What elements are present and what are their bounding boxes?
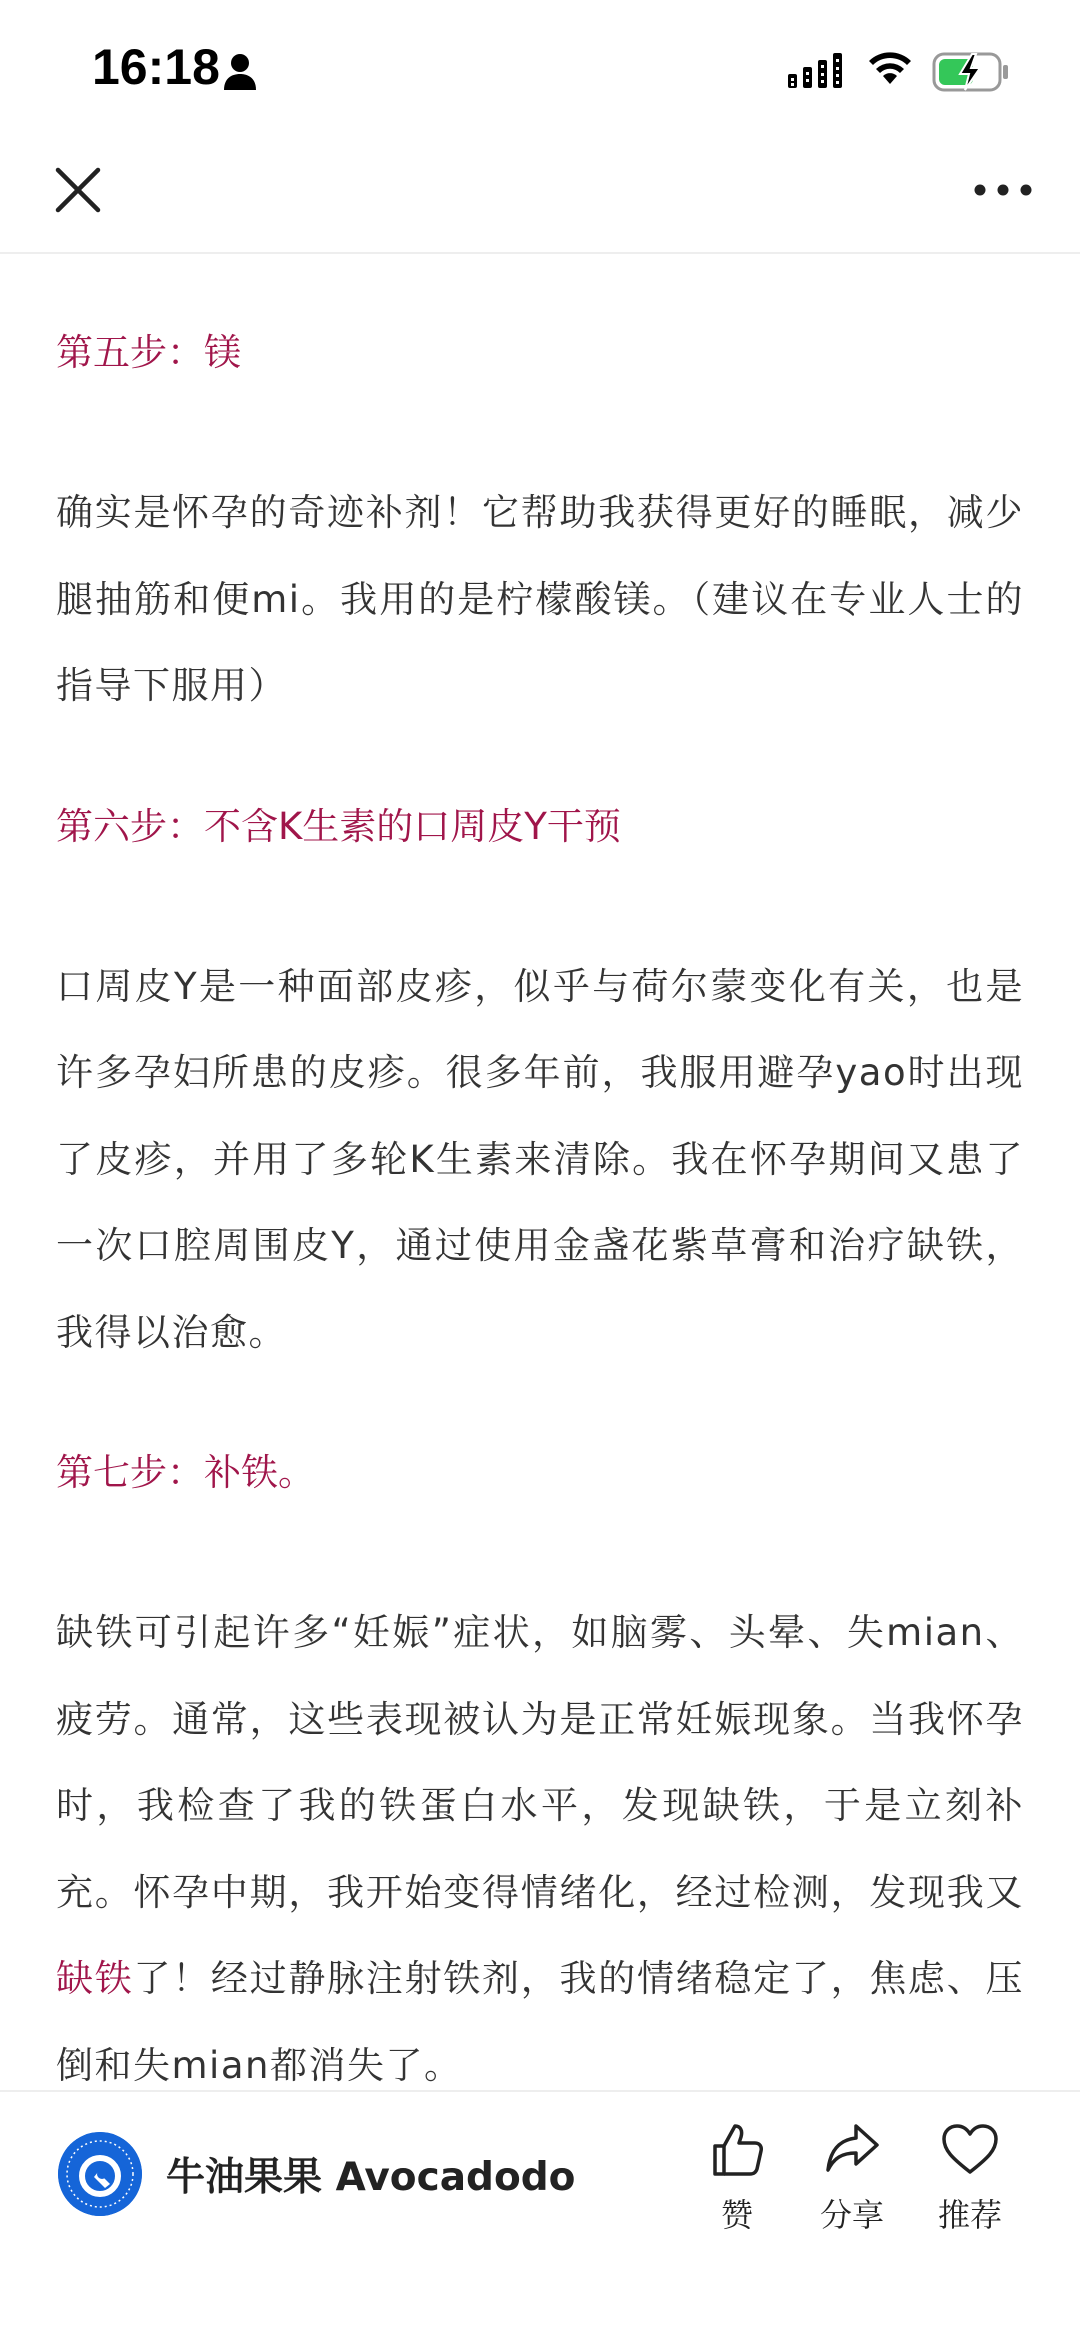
- share-icon: [822, 2120, 882, 2180]
- share-button[interactable]: [797, 2120, 907, 2236]
- article-body: [56, 252, 1024, 2109]
- step7-highlight: 缺铁: [56, 1957, 134, 2000]
- status-bar: [0, 0, 1080, 140]
- more-icon[interactable]: [972, 176, 1034, 204]
- step6-paragraph: 口周皮Y是一种面部皮疹，似乎与荷尔蒙变化有关，也是许多孕妇所患的皮疹。很多年前，我服用避孕yao时出现了皮疹，并用了多轮K生素来清除。我在怀孕期间又患了一次口腔周围皮Y，通过使用金盏花紫草膏和治疗缺铁，我得以治愈。: [56, 964, 1024, 1354]
- step7-text-2: 了！经过静脉注射铁剂，我的情绪稳定了，焦虑、压倒和失mian都消失了。: [56, 1957, 1025, 2087]
- battery-charging-icon: [932, 50, 1010, 94]
- step7-heading: 第七步：补铁。: [56, 1451, 315, 1494]
- close-icon[interactable]: [50, 162, 106, 218]
- nav-bar: [0, 140, 1080, 254]
- person-icon: [222, 52, 258, 92]
- bottom-bar: [0, 2090, 1080, 2339]
- recommend-label: 推荐: [937, 2196, 1002, 2234]
- avatar[interactable]: [58, 2132, 142, 2216]
- wifi-icon: [866, 48, 914, 88]
- step7-text-1: 缺铁可引起许多“妊娠”症状，如脑雾、头晕、失mian、疲劳。通常，这些表现被认为是正常妊娠现象。当我怀孕时，我检查了我的铁蛋白水平，发现缺铁，于是立刻补充。怀孕中期，我开始变得情绪化，经过检测，发现我又: [56, 1611, 1024, 1914]
- like-label: 赞: [720, 2196, 753, 2234]
- step7-paragraph: [56, 1590, 1024, 2109]
- status-time: 16:18: [92, 39, 220, 95]
- step5-heading: 第五步：镁: [56, 331, 241, 374]
- step5-paragraph: 确实是怀孕的奇迹补剂！它帮助我获得更好的睡眠，减少腿抽筋和便mi。我用的是柠檬酸镁。（建议在专业人士的指导下服用）: [56, 491, 1024, 707]
- share-label: 分享: [819, 2196, 884, 2234]
- step6-heading: 第六步：不含K生素的口周皮Y干预: [56, 804, 621, 848]
- like-button[interactable]: [682, 2120, 792, 2236]
- signal-icon: [786, 52, 846, 92]
- account-name[interactable]: 牛油果果 Avocadodo: [166, 2155, 576, 2200]
- recommend-button[interactable]: [915, 2120, 1025, 2236]
- heart-icon: [940, 2120, 1000, 2180]
- thumbs-up-icon: [707, 2120, 767, 2180]
